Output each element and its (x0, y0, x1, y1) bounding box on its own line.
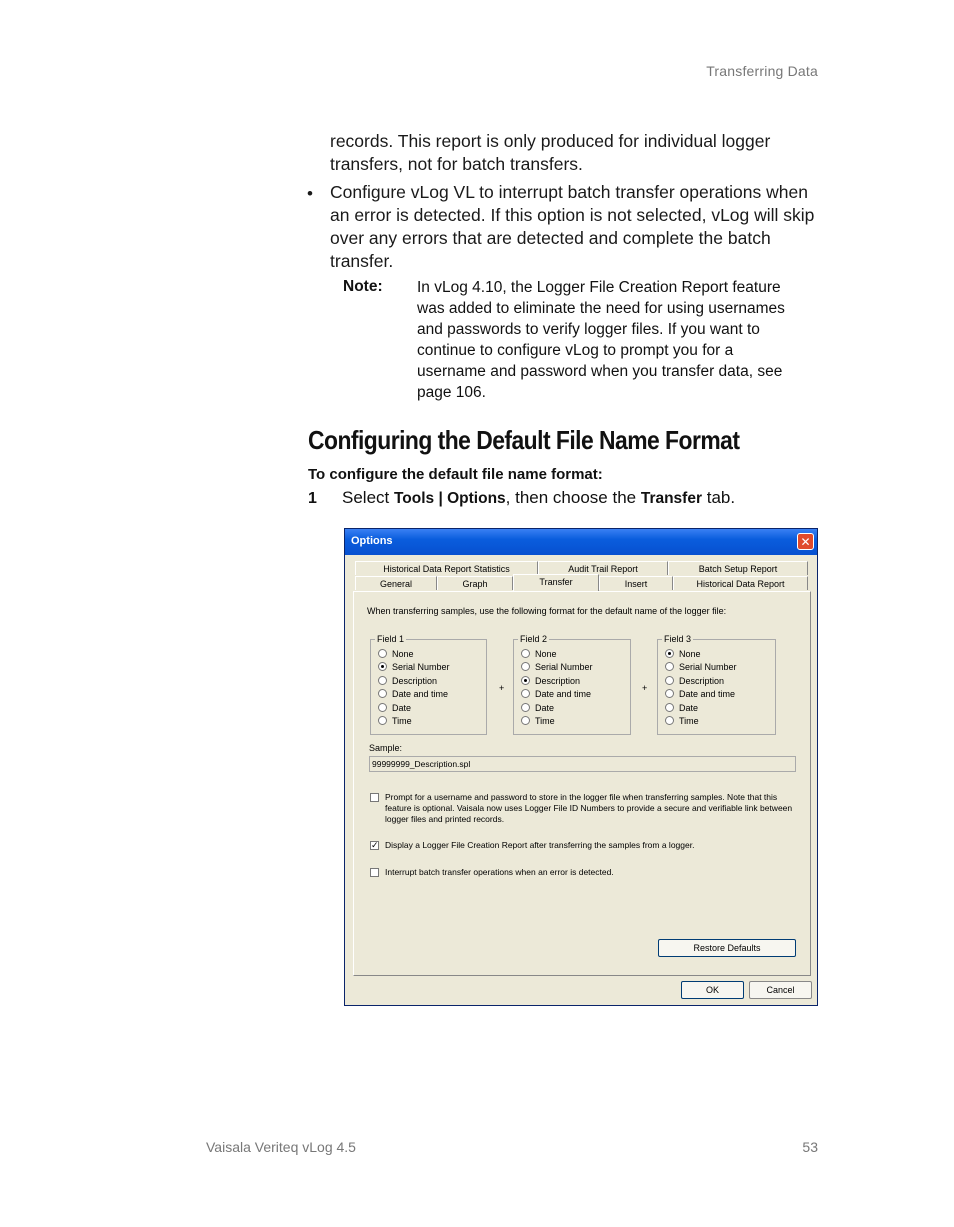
option-label: Description (535, 676, 581, 686)
section-heading: Configuring the Default File Name Format (308, 425, 740, 455)
option-label: Description (679, 676, 725, 686)
field-2-option-description[interactable] (521, 675, 580, 687)
sample-field: 99999999_Description.spl (369, 756, 796, 772)
step-text-part: Select (342, 488, 394, 507)
checkbox-icon[interactable] (370, 868, 379, 877)
field-3-group (657, 634, 776, 735)
display-report-option[interactable] (370, 840, 795, 851)
display-report-label: Display a Logger File Creation Report after transferring the samples from a logger. (385, 840, 695, 850)
field-2-option-serial-number[interactable] (521, 661, 593, 673)
radio-icon[interactable] (378, 649, 387, 658)
radio-icon[interactable] (665, 662, 674, 671)
tab-audit-trail-report[interactable]: Audit Trail Report (538, 561, 668, 575)
paragraph-continuation: records. This report is only produced for individual logger transfers, not for batch transfers. (330, 131, 771, 174)
radio-icon[interactable] (521, 716, 530, 725)
tab-graph[interactable]: Graph (437, 576, 513, 590)
tab-insert[interactable]: Insert (599, 576, 673, 590)
field-3-option-date-and-time[interactable] (665, 688, 735, 700)
plus-separator: + (642, 683, 648, 693)
field-2-option-time[interactable] (521, 715, 555, 727)
plus-separator: + (499, 683, 505, 693)
prompt-username-option[interactable] (370, 792, 795, 825)
checkbox-icon[interactable] (370, 793, 379, 802)
interrupt-batch-option[interactable] (370, 867, 795, 878)
option-label: None (679, 649, 701, 659)
running-head: Transferring Data (706, 63, 818, 79)
field-1-option-none[interactable] (378, 648, 414, 660)
step-text-part: , then choose the (505, 488, 641, 507)
radio-icon[interactable] (521, 662, 530, 671)
radio-icon[interactable] (378, 703, 387, 712)
radio-icon[interactable] (521, 703, 530, 712)
field-3-option-time[interactable] (665, 715, 699, 727)
option-label: Description (392, 676, 438, 686)
radio-icon[interactable] (665, 716, 674, 725)
field-2-option-none[interactable] (521, 648, 557, 660)
field-2-option-date[interactable] (521, 702, 554, 714)
close-icon[interactable]: ✕ (797, 533, 814, 550)
radio-icon[interactable] (521, 649, 530, 658)
bullet-text: Configure vLog VL to interrupt batch transfer operations when an error is detected. If this option is not selected, vLog will skip over any errors that are detected and complete the batch transfer. (330, 182, 815, 271)
option-label: None (535, 649, 557, 659)
field-2-label: Field 2 (520, 634, 548, 644)
dialog-title: Options (351, 535, 393, 547)
cancel-button[interactable]: Cancel (749, 981, 812, 999)
field-1-option-date[interactable] (378, 702, 411, 714)
option-label: Date and time (679, 689, 736, 699)
step-text (342, 488, 735, 508)
option-label: Time (535, 716, 555, 726)
radio-icon[interactable] (665, 689, 674, 698)
options-dialog (344, 528, 818, 1006)
option-label: Date and time (392, 689, 449, 699)
radio-icon[interactable] (665, 676, 674, 685)
option-label: Date (679, 703, 699, 713)
field-3-option-none[interactable] (665, 648, 701, 660)
transfer-instruction: When transferring samples, use the following format for the default name of the logger file: (367, 606, 727, 616)
tab-transfer[interactable]: Transfer (513, 574, 599, 591)
prompt-username-label: Prompt for a username and password to store in the logger file when transferring samples. Note that this feature is optional. Vaisala now uses Logger File ID Numbers to provide a secure and verifiable link between logger files and printed records. (385, 792, 793, 824)
option-label: Serial Number (535, 662, 593, 672)
field-1-group (370, 634, 487, 735)
field-1-option-date-and-time[interactable] (378, 688, 448, 700)
step-text-part: tab. (702, 488, 736, 507)
tab-historical-data-report-statistics[interactable]: Historical Data Report Statistics (355, 561, 538, 575)
option-label: Serial Number (679, 662, 737, 672)
step-number: 1 (308, 490, 317, 507)
tab-batch-setup-report[interactable]: Batch Setup Report (668, 561, 808, 575)
field-3-option-date[interactable] (665, 702, 698, 714)
dialog-titlebar[interactable] (345, 529, 817, 555)
option-label: Serial Number (392, 662, 450, 672)
field-1-option-time[interactable] (378, 715, 412, 727)
restore-defaults-button[interactable]: Restore Defaults (658, 939, 796, 957)
option-label: Date and time (535, 689, 592, 699)
tab-general[interactable]: General (355, 576, 437, 590)
radio-icon[interactable] (378, 716, 387, 725)
ok-button[interactable]: OK (681, 981, 744, 999)
option-label: Date (535, 703, 555, 713)
field-1-label: Field 1 (377, 634, 405, 644)
option-label: Time (392, 716, 412, 726)
radio-icon[interactable] (665, 703, 674, 712)
page-number: 53 (802, 1139, 818, 1155)
field-3-option-serial-number[interactable] (665, 661, 737, 673)
note-label: Note: (343, 278, 383, 295)
note-text: In vLog 4.10, the Logger File Creation Report feature was added to eliminate the need for using usernames and passwords to verify logger files. If you want to continue to configure vLog to prompt you for a username and password when you transfer data, see page 106. (417, 279, 785, 401)
step-tab-name: Transfer (640, 490, 702, 507)
field-2-group (513, 634, 631, 735)
radio-selected-icon[interactable] (378, 662, 387, 671)
radio-icon[interactable] (378, 689, 387, 698)
bullet-marker: • (307, 184, 313, 203)
radio-selected-icon[interactable] (665, 649, 674, 658)
tab-historical-data-report[interactable]: Historical Data Report (673, 576, 808, 590)
field-1-option-description[interactable] (378, 675, 437, 687)
step-menu-path: Tools | Options (393, 490, 506, 507)
footer-product: Vaisala Veriteq vLog 4.5 (206, 1139, 356, 1155)
radio-icon[interactable] (378, 676, 387, 685)
field-2-option-date-and-time[interactable] (521, 688, 591, 700)
radio-icon[interactable] (521, 689, 530, 698)
field-1-option-serial-number[interactable] (378, 661, 450, 673)
procedure-heading: To configure the default file name format: (308, 466, 603, 483)
field-3-label: Field 3 (664, 634, 692, 644)
radio-selected-icon[interactable] (521, 676, 530, 685)
field-3-option-description[interactable] (665, 675, 724, 687)
checkbox-checked-icon[interactable]: ✓ (371, 840, 379, 850)
option-label: None (392, 649, 414, 659)
sample-label: Sample: (369, 743, 403, 753)
option-label: Date (392, 703, 412, 713)
option-label: Time (679, 716, 699, 726)
interrupt-batch-label: Interrupt batch transfer operations when an error is detected. (385, 867, 614, 877)
